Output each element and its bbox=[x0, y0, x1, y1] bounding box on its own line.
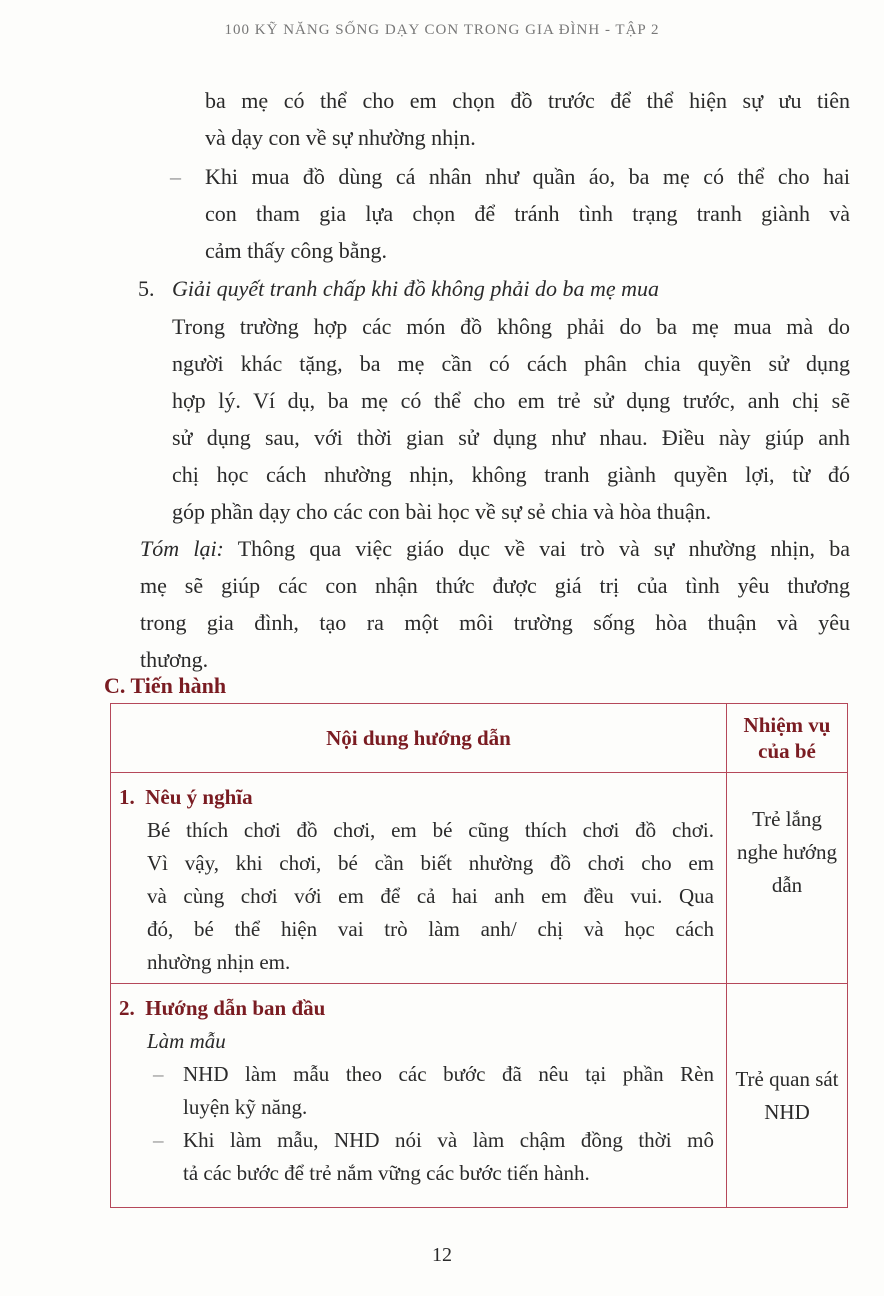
text-line: ba mẹ có thể cho em chọn đồ trước để thể hiện sự ưu tiên bbox=[205, 88, 850, 113]
text-line: và cùng chơi với em để cả hai anh em đều vui. Qua bbox=[147, 884, 714, 908]
bullet-item: – Khi làm mẫu, NHD nói và làm chậm đồng thời mô tả các bước để trẻ nắm vững các bước tiến hành. bbox=[119, 1124, 714, 1190]
text-line: người khác tặng, ba mẹ cần có cách phân chia quyền sử dụng bbox=[172, 351, 850, 376]
text-line: thương. bbox=[140, 647, 209, 672]
item-5-body bbox=[172, 308, 850, 530]
text-line: tả các bước để trẻ nắm vững các bước tiến hành. bbox=[183, 1161, 590, 1185]
row-title: Hướng dẫn ban đầu bbox=[145, 996, 326, 1020]
row-task: Trẻ quan sát NHD bbox=[727, 984, 848, 1208]
row-number: 1. bbox=[119, 785, 135, 809]
text-line: chị học cách nhường nhịn, không tranh giành quyền lợi, từ đó bbox=[172, 462, 850, 487]
text-line: con tham gia lựa chọn để tránh tình trạng tranh giành và bbox=[205, 201, 850, 226]
table-row bbox=[111, 773, 848, 984]
continuation-paragraph bbox=[205, 82, 850, 156]
text-line: sử dụng sau, với thời gian sử dụng như nhau. Điều này giúp anh bbox=[172, 425, 850, 450]
text-line: góp phần dạy cho các con bài học về sự sẻ chia và hòa thuận. bbox=[172, 499, 712, 524]
bullet-item: – NHD làm mẫu theo các bước đã nêu tại phần Rèn luyện kỹ năng. bbox=[119, 1058, 714, 1124]
text-line: NHD làm mẫu theo các bước đã nêu tại phần Rèn bbox=[183, 1062, 714, 1086]
summary-label: Tóm lại: bbox=[140, 536, 224, 561]
bullet-item bbox=[170, 158, 850, 269]
row-subtitle: Làm mẫu bbox=[147, 1029, 226, 1053]
text-line: Vì vậy, khi chơi, bé cần biết nhường đồ chơi cho em bbox=[147, 851, 714, 875]
text-line: Thông qua việc giáo dục về vai trò và sự nhường nhịn, ba bbox=[223, 536, 850, 561]
item-5-title: Giải quyết tranh chấp khi đồ không phải do ba mẹ mua bbox=[172, 276, 659, 301]
row-content bbox=[111, 984, 727, 1208]
text-line: cảm thấy công bằng. bbox=[205, 238, 388, 263]
text-line: Trong trường hợp các món đồ không phải do ba mẹ mua mà do bbox=[172, 314, 850, 339]
summary-paragraph bbox=[140, 530, 850, 678]
text-line: luyện kỹ năng. bbox=[183, 1095, 308, 1119]
procedure-table bbox=[110, 703, 848, 1208]
table-header-row bbox=[111, 704, 848, 773]
text-line: trong gia đình, tạo ra một môi trường sống hòa thuận và yêu bbox=[140, 610, 850, 635]
text-line: Bé thích chơi đồ chơi, em bé cũng thích chơi đồ chơi. bbox=[147, 818, 714, 842]
text-line: Khi làm mẫu, NHD nói và làm chậm đồng thời mô bbox=[183, 1128, 714, 1152]
dash-bullet-icon: – bbox=[170, 164, 181, 189]
row-number: 2. bbox=[119, 996, 135, 1020]
running-header: 100 KỸ NĂNG SỐNG DẠY CON TRONG GIA ĐÌNH - TẬP 2 bbox=[224, 22, 660, 38]
text-line: nhường nhịn em. bbox=[147, 950, 291, 974]
text-line: mẹ sẽ giúp các con nhận thức được giá trị của tình yêu thương bbox=[140, 573, 850, 598]
table-row bbox=[111, 984, 848, 1208]
row-task: Trẻ lắng nghe hướng dẫn bbox=[727, 773, 848, 984]
row-title: Nêu ý nghĩa bbox=[145, 785, 253, 809]
text-line: đó, bé thể hiện vai trò làm anh/ chị và học cách bbox=[147, 917, 714, 941]
row-content bbox=[111, 773, 727, 984]
header-content: Nội dung hướng dẫn bbox=[111, 704, 727, 773]
text-line: Khi mua đồ dùng cá nhân như quần áo, ba mẹ có thể cho hai bbox=[205, 164, 850, 189]
header-task: Nhiệm vụ của bé bbox=[727, 704, 848, 773]
text-line: và dạy con về sự nhường nhịn. bbox=[205, 125, 476, 150]
text-line: hợp lý. Ví dụ, ba mẹ có thể cho em trẻ sử dụng trước, anh chị sẽ bbox=[172, 388, 850, 413]
section-heading: C. Tiến hành bbox=[104, 673, 227, 698]
page-number: 12 bbox=[432, 1244, 452, 1266]
item-5-number: 5. bbox=[138, 276, 155, 301]
